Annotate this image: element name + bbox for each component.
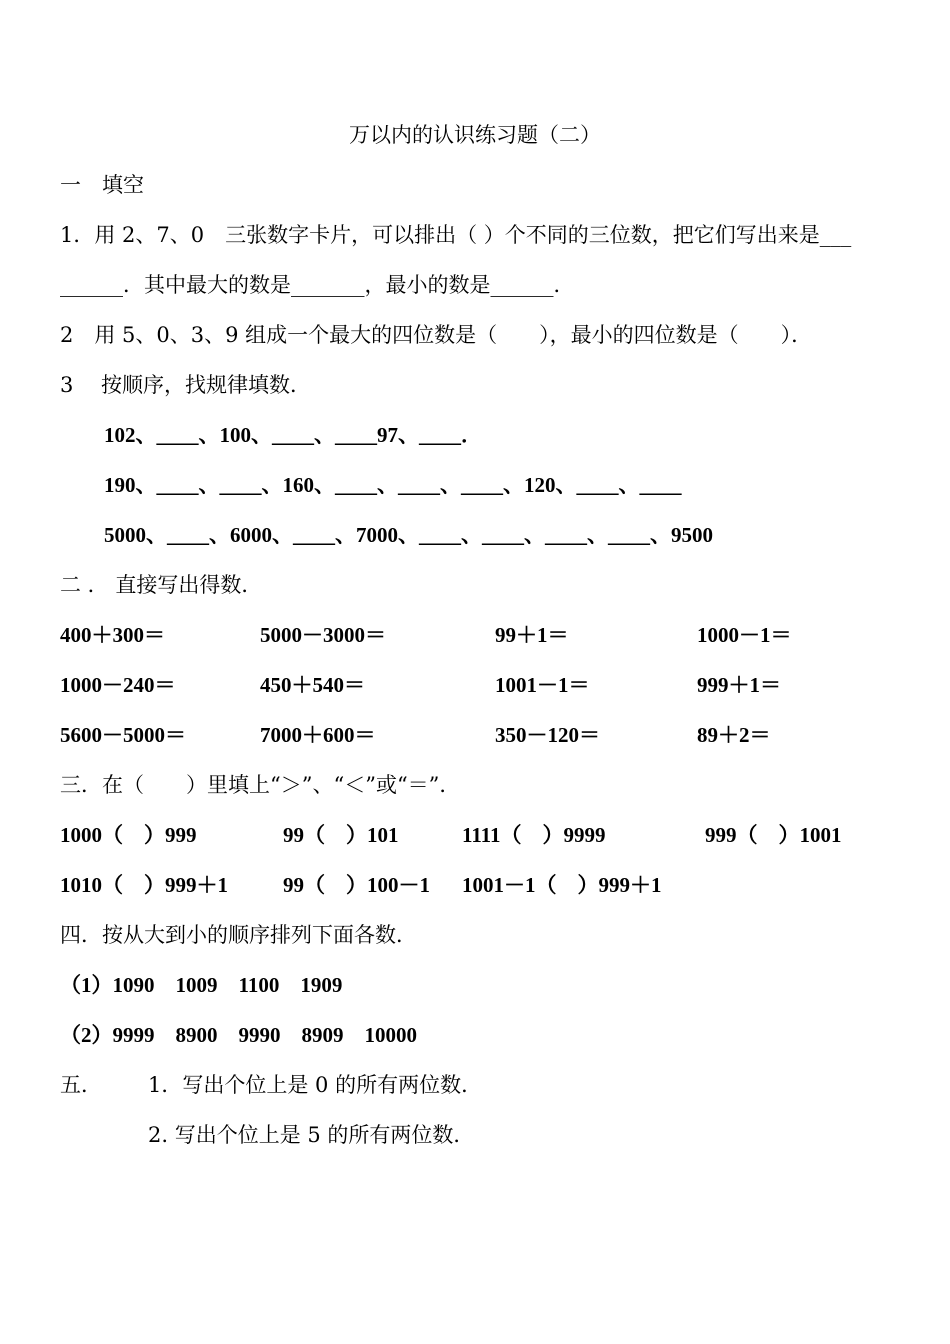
sequence-3: 5000、____、6000、____、7000、____、____、____、____、9500	[104, 523, 713, 547]
section5-heading: 五．	[60, 1073, 102, 1097]
sequence-1: 102、____、100、____、____97、____．	[104, 423, 482, 447]
section2-heading: 二 ． 直接写出得数．	[60, 573, 263, 597]
calc-item: 999＋1＝	[697, 673, 781, 697]
section4-heading: 四．按从大到小的顺序排列下面各数．	[60, 923, 417, 947]
section3-heading: 三．在（ ）里填上“＞”、“＜”或“＝”．	[60, 773, 461, 797]
compare-item: 1000（ ）999	[60, 823, 197, 847]
question-3: 3 按顺序，找规律填数．	[60, 373, 312, 397]
compare-item: 99（ ）101	[283, 823, 399, 847]
calc-item: 89＋2＝	[697, 723, 771, 747]
calc-item: 1000－240＝	[60, 673, 176, 697]
calc-item: 400＋300＝	[60, 623, 165, 647]
calc-item: 1001－1＝	[495, 673, 590, 697]
calc-item: 5000－3000＝	[260, 623, 386, 647]
calc-item: 7000＋600＝	[260, 723, 376, 747]
order-item-2: （2）9999 8900 9990 8909 10000	[60, 1023, 417, 1047]
compare-item: 999（ ）1001	[705, 823, 842, 847]
order-item-1: （1）1090 1009 1100 1909	[60, 973, 343, 997]
compare-item: 1010（ ）999＋1	[60, 873, 228, 897]
section1-heading: 一 填空	[60, 173, 144, 197]
sequence-2: 190、____、____、160、____、____、____、120、____、____	[104, 473, 682, 497]
question-1-line2: ______．其中最大的数是_______，最小的数是______．	[60, 273, 575, 297]
calc-item: 350－120＝	[495, 723, 600, 747]
question-1-line1: 1．用 2、7、0 三张数字卡片，可以排出（ ）个不同的三位数，把它们写出来是___	[60, 223, 852, 247]
page-title: 万以内的认识练习题（二）	[349, 123, 601, 147]
calc-item: 450＋540＝	[260, 673, 365, 697]
compare-item: 1111（ ）9999	[462, 823, 606, 847]
calc-item: 5600－5000＝	[60, 723, 186, 747]
calc-item: 1000－1＝	[697, 623, 792, 647]
compare-item: 99（ ）100－1	[283, 873, 430, 897]
write-item-2: 2. 写出个位上是 5 的所有两位数．	[148, 1123, 475, 1147]
question-2: 2 用 5、0、3、9 组成一个最大的四位数是（ ），最小的四位数是（ ）．	[60, 323, 813, 347]
calc-item: 99＋1＝	[495, 623, 569, 647]
write-item-1: 1．写出个位上是 0 的所有两位数．	[148, 1073, 483, 1097]
compare-item: 1001－1（ ）999＋1	[462, 873, 662, 897]
